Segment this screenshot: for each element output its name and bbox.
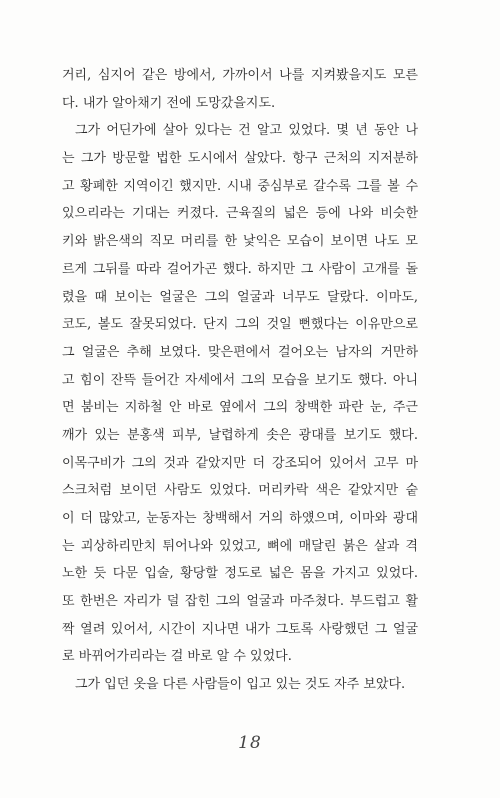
text-line: 이 더 많았고, 눈동자는 창백해서 거의 하얬으며, 이마와 광대: [62, 511, 418, 526]
text-line: 키와 밝은색의 직모 머리를 한 낯익은 모습이 보이면 나도 모: [62, 234, 418, 250]
text-line: 또 한번은 자리가 덜 잡힌 그의 얼굴과 마주쳤다. 부드럽고 활: [62, 594, 418, 610]
text-line: 고 힘이 잔뜩 들어간 자세에서 그의 모습을 보기도 했다. 아니: [62, 372, 418, 388]
text-line: 코도, 볼도 잘못되었다. 단지 그의 것일 뻔했다는 이유만으로: [62, 317, 418, 333]
text-line: 있으리라는 기대는 커졌다. 근육질의 넓은 등에 나와 비슷한: [62, 206, 418, 222]
text-line: 그 얼굴은 추해 보였다. 맞은편에서 걸어오는 남자의 거만하: [62, 344, 418, 360]
text-line: 는 괴상하리만치 튀어나와 있었고, 뼈에 매달린 붉은 살과 격: [62, 538, 418, 554]
text-line: 노한 듯 다문 입술, 황당할 정도로 넓은 몸을 가지고 있었다.: [62, 566, 418, 582]
text-line: 거리, 심지어 같은 방에서, 가까이서 나를 지켜봤을지도 모른: [62, 68, 418, 83]
text-line: 짝 열려 있어서, 시간이 지나면 내가 그토록 사랑했던 그 얼굴: [62, 621, 418, 637]
text-line: 르게 그뒤를 따라 걸어가곤 했다. 하지만 그 사람이 고개를 돌: [62, 261, 418, 277]
text-line: 그가 입던 옷을 다른 사람들이 입고 있는 것도 자주 보았다.: [75, 677, 406, 693]
text-line: 깨가 있는 분홍색 피부, 날렵하게 솟은 광대를 보기도 했다.: [62, 427, 418, 443]
text-line: 렸을 때 보이는 얼굴은 그의 얼굴과 너무도 달랐다. 이마도,: [62, 289, 418, 305]
body-text: [62, 62, 418, 699]
text-line: 스크처럼 보이던 사람도 있었다. 머리카락 색은 같았지만 숱: [62, 483, 418, 499]
text-line: 이목구비가 그의 것과 같았지만 더 강조되어 있어서 고무 마: [62, 455, 418, 471]
text-line: 면 붐비는 지하철 안 바로 옆에서 그의 창백한 파란 눈, 주근: [62, 400, 418, 416]
text-line: 로 바뀌어가리라는 걸 바로 알 수 있었다.: [62, 649, 292, 665]
text-line: 는 그가 방문할 법한 도시에서 살았다. 항구 근처의 지저분하: [62, 151, 418, 167]
text-line: 고 황폐한 지역이긴 했지만. 시내 중심부로 갈수록 그를 볼 수: [62, 178, 418, 194]
page-number: 18: [238, 733, 262, 753]
text-line: 다. 내가 알아채기 전에 도망갔을지도.: [62, 95, 276, 111]
text-line: 그가 어딘가에 살아 있다는 건 알고 있었다. 몇 년 동안 나: [75, 123, 418, 139]
